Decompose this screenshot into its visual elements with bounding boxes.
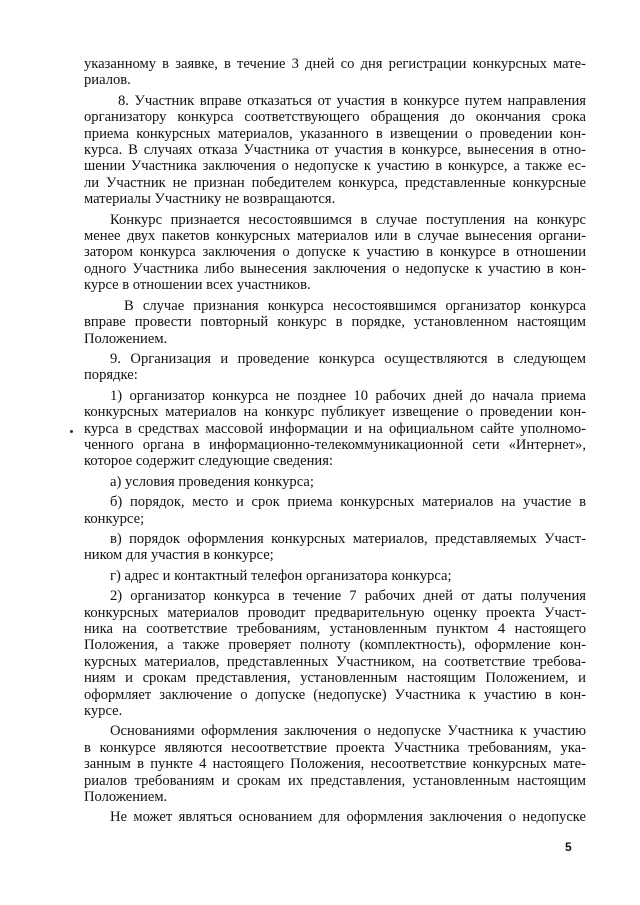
text-line: курсных материалов, представленных Участником, на соответствие требова- [84, 653, 586, 670]
paragraph [84, 351, 586, 384]
paragraph [84, 531, 586, 564]
text-line: 1) организатор конкурса не позднее 10 рабочих дней до начала приема [110, 387, 586, 404]
text-line: а) условия проведения конкурса; [110, 473, 314, 490]
text-line: менее двух пакетов конкурсных материалов или в случае вынесения органи- [84, 228, 586, 245]
text-line: занным в пункте 4 настоящего Положения, несоответствие конкурсных мате- [84, 756, 586, 773]
text-line: ниям и срокам представления, установленным настоящим Положением, и [84, 670, 586, 687]
text-line: в) порядок оформления конкурсных материалов, представляемых Участ- [110, 530, 586, 547]
text-line: которое содержит следующие сведения: [84, 453, 334, 470]
text-line: 8. Участник вправе отказаться от участия в конкурсе путем направления [118, 92, 586, 109]
paragraph [84, 588, 586, 719]
text-line: оформляет заключение о допуске (недопуске) Участника к участию в кон- [84, 686, 586, 703]
text-line: конкурсе; [84, 510, 145, 527]
text-line: курсе в отношении всех участников. [84, 277, 311, 294]
paragraph [84, 212, 586, 294]
text-line: риалов. [84, 72, 131, 89]
text-line: организатору конкурса соответствующего обращения до окончания срока [84, 109, 586, 126]
text-line: Конкурс признается несостоявшимся в случае поступления на конкурс [110, 211, 586, 228]
paragraph [84, 93, 586, 208]
paragraph [84, 56, 586, 89]
paragraph [84, 388, 586, 470]
text-line: ником для участия в конкурсе; [84, 547, 274, 564]
text-line: курса в средствах массовой информации и на официальном сайте уполномо- [84, 420, 586, 437]
text-line: курсе. [84, 703, 123, 720]
text-line: затором конкурса заключения о допуске к участию в конкурсе в отношении [84, 244, 586, 261]
text-line: конкурсных материалов на конкурс публикует извещение о проведении кон- [84, 404, 586, 421]
text-line: конкурсных материалов проводит предварительную оценку проекта Участ- [84, 604, 586, 621]
text-line: курса. В случаях отказа Участника от участия в конкурсе, вынесения в отно- [84, 142, 586, 159]
page-number: 5 [565, 840, 572, 854]
text-line: 9. Организация и проведение конкурса осуществляются в следующем [110, 350, 586, 367]
text-line: вправе провести повторный конкурс в порядке, установленном настоящим [84, 314, 586, 331]
text-line: Не может являться основанием для оформления заключения о недопуске [110, 809, 586, 826]
text-line: Положением. [84, 789, 168, 806]
text-line: одного Участника либо вынесения заключения о недопуске к участию в кон- [84, 260, 586, 277]
text-line: приема конкурсных материалов, указанного в извещении о проведении кон- [84, 125, 586, 142]
text-line: В случае признания конкурса несостоявшимся организатор конкурса [124, 297, 586, 314]
scan-dot-mark [70, 430, 73, 433]
text-line: ли Участник не признан победителем конкурса, представленные конкурсные [84, 174, 586, 191]
text-line: указанному в заявке, в течение 3 дней со дня регистрации конкурсных мате- [84, 56, 586, 72]
text-line: Положения, а также проверяет полноту (комплектность), оформление кон- [84, 637, 586, 654]
text-line: риалов требованиям и срокам их представления, установленным настоящим [84, 772, 586, 789]
text-line: порядке: [84, 367, 138, 384]
text-line: ченного органа в информационно-телекоммуникационной сети «Интернет», [84, 436, 586, 453]
text-line: Положением. [84, 330, 168, 347]
text-line: в конкурсе являются несоответствие проекта Участника требованиям, ука- [84, 739, 586, 756]
text-line: шении Участника заключения о недопуске к участию в конкурсе, а также ес- [84, 158, 586, 175]
text-line: г) адрес и контактный телефон организатора конкурса; [110, 567, 452, 584]
text-line: ника на соответствие требованиям, установленным пунктом 4 настоящего [84, 621, 586, 637]
paragraph [84, 809, 586, 825]
paragraph [84, 298, 586, 347]
text-line: б) порядок, место и срок приема конкурсных материалов на участие в [110, 494, 586, 511]
text-line: материалы Участнику не возвращаются. [84, 191, 336, 208]
paragraph [84, 474, 586, 490]
text-line: Основаниями оформления заключения о недопуске Участника к участию [110, 723, 586, 740]
paragraph [84, 568, 586, 584]
document-body [84, 56, 586, 830]
text-line: 2) организатор конкурса в течение 7 рабочих дней от даты получения [110, 588, 586, 605]
paragraph [84, 494, 586, 527]
paragraph [84, 723, 586, 805]
